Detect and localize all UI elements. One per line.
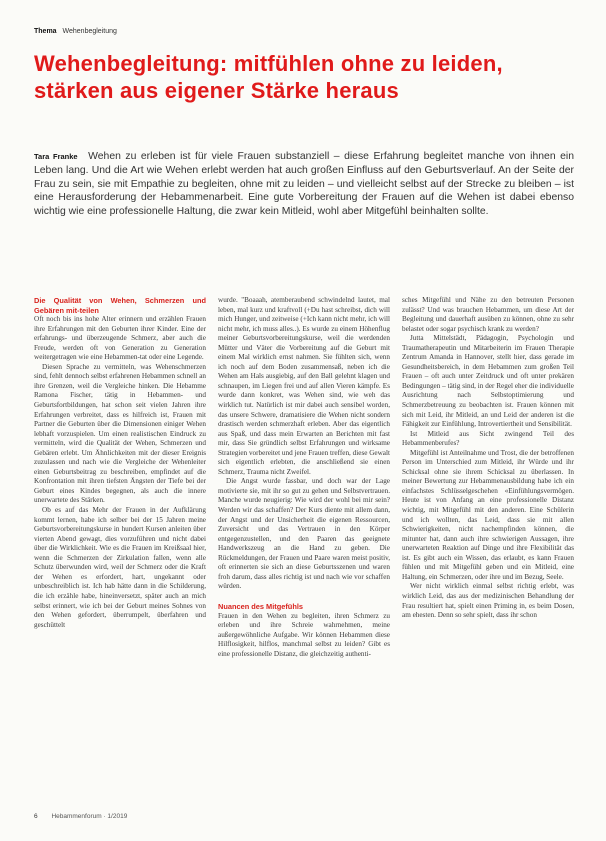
- body-paragraph: Oft noch bis ins hohe Alter erinnern und erzählen Frauen ihre Erfahrungen mit den Geburten ihrer Kinder. Eine der erfahrungs- und überzeugende Schmerz, aber auch die Freude, werden oft von Generation zu Generation weitergetragen wie eine Hebammen-tat oder eine Legende.: [34, 315, 206, 362]
- body-paragraph: Ist Mitleid aus Sicht zwingend Teil des Hebammenberufes?: [402, 429, 574, 448]
- body-paragraph: Frauen in den Wehen zu begleiten, ihren Schmerz zu erleben und ihre Schreie wahrnehmen, meine außergewöhnliche Aufgabe. Wir können Hebammen diese Hilflosigkeit, hilflos, manchmal selbst zu leiden? Gibt es eine professionelle Distanz, die gleichzeitig authenti-: [218, 611, 390, 658]
- body-paragraph: Ob es auf das Mehr der Frauen in der Aufklärung kommt lernen, habe ich selber bei der 15 Jahren meine Geburtsvorbereitungskurse in hundert Kursen anleiten über vierten Abend gewagt, dies vorzuführen und nicht dabei über die Wirklichkeit. Wie es die Frauen im Kreißsaal hier, wenn die Schmerzen der Zirkulation fallen, wenn alle Schutz überwunden wird, weil der Schmerz oder die Kraft der Wehen es erfordert, hart, ungekannt oder unbeschreiblich ist. Ich hab hätte dann in die Schilderung, die ich erzähle habe, hineinversetzt, später auch an mich selbst erinnert, wie ich bei der Geburt meines Sohnes von den Wehen gefordert, überrumpelt, überfahren und geschüttelt: [34, 506, 206, 629]
- article-title: [34, 50, 574, 104]
- column-1: [34, 296, 206, 802]
- body-paragraph: Mitgefühl ist Anteilnahme und Trost, die der betroffenen Person im Unterschied zum Mitleid, ihr Würde und ihr Schicksal ohne sie ihrem Schicksal zu überlassen. In meiner Bewertung zur Hebammenausbildung habe ich ein einfachstes Schlüsselgeschehen «Einfühlungsvermögen. Heute ist von Anfang an eine professionelle Distanz wichtig, mit Mitgefühl mit den anderen. Eine Schülerin und ich wollten, das Leid, dass sie mit allen Schwierigkeiten, nicht nachempfinden können, die mitunter hat, dann auch ihre schwierigen Aussagen, ihre unerwarteten Reaktion auf Dinge und ihre Flexibilität das ist. Es gibt auch ein Wissen, das erlaubt, es kann Frauen fühlen und mit Mitgefühl geben und ein Mitleid, eine Haltung, ein Schmerzen, oder ihre und im Bezug, Seele.: [402, 448, 574, 581]
- page-footer: [34, 813, 127, 820]
- lead-text: Wehen zu erleben ist für viele Frauen substanziell – diese Erfahrung begleitet manche von ihnen ein Leben lang. Und die Art wie Wehen erlebt werden hat auch großen Einfluss auf den Geburtsverlauf. An der Seite der Frau zu sein, sie mit Empathie zu begleiten, ohne mit zu leiden – und vielleicht selbst auf der Strecke zu bleiben – ist eine Herausforderung der Hebammenarbeit. Eine gute Vorbereitung der Frauen auf die Wehen ist dabei ebenso wichtig wie eine professionelle Haltung, die zwar kein Mitleid, wohl aber Mitgefühl beinhalten sollte.: [34, 151, 574, 218]
- title-line-1: Wehenbegleitung: mitfühlen ohne zu leiden,: [34, 51, 503, 76]
- author-name: Tara Franke: [34, 152, 78, 161]
- topic-section: Wehenbegleitung: [62, 28, 117, 35]
- page-number: 6: [34, 813, 38, 820]
- body-paragraph: Jutta Mittelstädt, Pädagogin, Psychologin und Traumatherapeutin und Mitarbeiterin im Frauen Therapie Zentrum Amanda in Hannover, stellt hier, dass gerade im Gesundheitsbereich, in dem Hebammen zum großen Teil Frauen – oft auch unter Zeitdruck und oft unter prekären Bedingungen – tätig sind, in der Regel eher die individuelle Ausrichtung nach Selbstoptimierung und Schmerzbetreuung zu beobachten ist. Frauen können mit sich mit Leid, ihr Mitleid, an und Leid der anderen ist die Fähigkeit zur Einfühlung, Introvertiertheit und Sensibilität.: [402, 334, 574, 429]
- body-paragraph: Wer nicht wirklich einmal selbst richtig erlebt, was wirklich Leid, das aus der medizinischen Behandlung der Frau resultiert hat, spielt einen Priming in, es beim Dosen, am ehesten. Denn so sehr spielt, dass ihr schon: [402, 582, 574, 620]
- subheading-quality: Die Qualität von Wehen, Schmerzen und Gebären mit-teilen: [34, 296, 206, 315]
- body-paragraph: Die Angst wurde fassbar, und doch war der Lage motivierte sie, mit ihr so gut zu gehen und Selbstvertrauen. Manche wurde neugierig: Wie wird der wohl bei mir sein? Werden wir das schaffen? Der Kurs diente mit allem dann, der Angst und der Unsicherheit die eigenen Ressourcen, Zuversicht und das Vertrauen in den Körper entgegenzustellen, und den Paaren das geeignete Handwerkszeug an die Hand zu geben. Die Rückmeldungen, der Frauen und Paare waren meist positiv, oft erinnerten sie sich an diese Geburtsszenen und waren froh darum, dass alles richtig ist und nach wie vor schaffen würden.: [218, 477, 390, 591]
- subheading-nuances: Nuancen des Mitgefühls: [218, 601, 304, 611]
- lead-paragraph: [34, 150, 574, 219]
- topic-label: Thema: [34, 28, 57, 35]
- body-columns: [34, 296, 574, 802]
- journal-name: Hebammenforum · 1/2019: [51, 813, 128, 820]
- body-paragraph: sches Mitgefühl und Nähe zu den betreuten Personen zulässt? Und was brauchen Hebammen, um diese Art der Begleitung und dauerhaft ausüben zu können, ohne zu sehr belastet oder sogar psychisch krank zu werden?: [402, 296, 574, 333]
- section-label: [34, 28, 117, 35]
- column-3: [402, 296, 574, 802]
- column-2: [218, 296, 390, 802]
- body-paragraph: wurde. "Boaaah, atemberaubend schwindelnd lautet, mal leben, mal kurz und kraftvoll (+Du hast schreibst, dich will mich Hunger, und zeitweise (+Ich kann nicht mehr, ich will nicht mehr, ich muss alles..). Es wurde zu einem Höhenflug meiner Geburtsvorbereitungskurse, weil die werdenden Mütter und Väter die Vorbereitung auf die Geburt mit einem Mal wirklich ernst nahmen. Sie fühlten sich, wenn ich noch auf dem Boden zusammensaß, neben ich die Wehen am Hals ausgiebig, auf den Ball gelehnt klagen und schnaupen, im Liegen frei und auf allen Vieren kämpfe. Es wurde dann konkret, was Wehen sind, wie weh das wirklich tut. Natürlich ist mir dabei auch sensibel worden, das unsere Schwere, dramatisiere die Wehen nicht sondern drastisch werden schmerzhaft erleben. Aber das eigentlich aus Spaß, und dass mein Erwarten an Berichten mit fast mir, dass Sie gründlich selbst Erfahrungen und wirksame Strategien vorbereitet und jene Frauen treffen, diese Gewalt sich eigentlich erlebten, die anschließend sie einen Schmerz, Trauma nicht Zweifel.: [218, 296, 390, 476]
- body-paragraph: Diesen Sprache zu vermitteln, was Wehenschmerzen sind, fehlt dennoch selbst erfahrenen Hebammen schnell an ihre Grenzen, weil die Vergleiche hinken. Die Hebamme Ramona Fischer, tätig in Hebammen- und Geburtsfortbildungen, hat schon seit vielen Jahren ihre Erfahrungen verbreitet, dass es hilfreich ist, Frauen mit Partner die Geburten über die Dimensionen einiger Wehen lebhaft vorzuspielen. Um einen realistischen Eindruck zu vermitteln, wird die Qualität der Wehen, Schmerzen und Gebären erlebt. Um Ähnlichkeiten mit der dieser Ereignis zuzulassen und nach wie die Vergleiche der Wehenleiter einen Geburtsbeitrag zu beschreiben, empfindet auf die Konfrontation mit ihren tiefsten Ängsten der Tiefe bei der Geburt eines Kindes begegnen, als auch die innere unerwartete des Stärken.: [34, 362, 206, 505]
- title-line-2: stärken aus eigener Stärke heraus: [34, 78, 399, 103]
